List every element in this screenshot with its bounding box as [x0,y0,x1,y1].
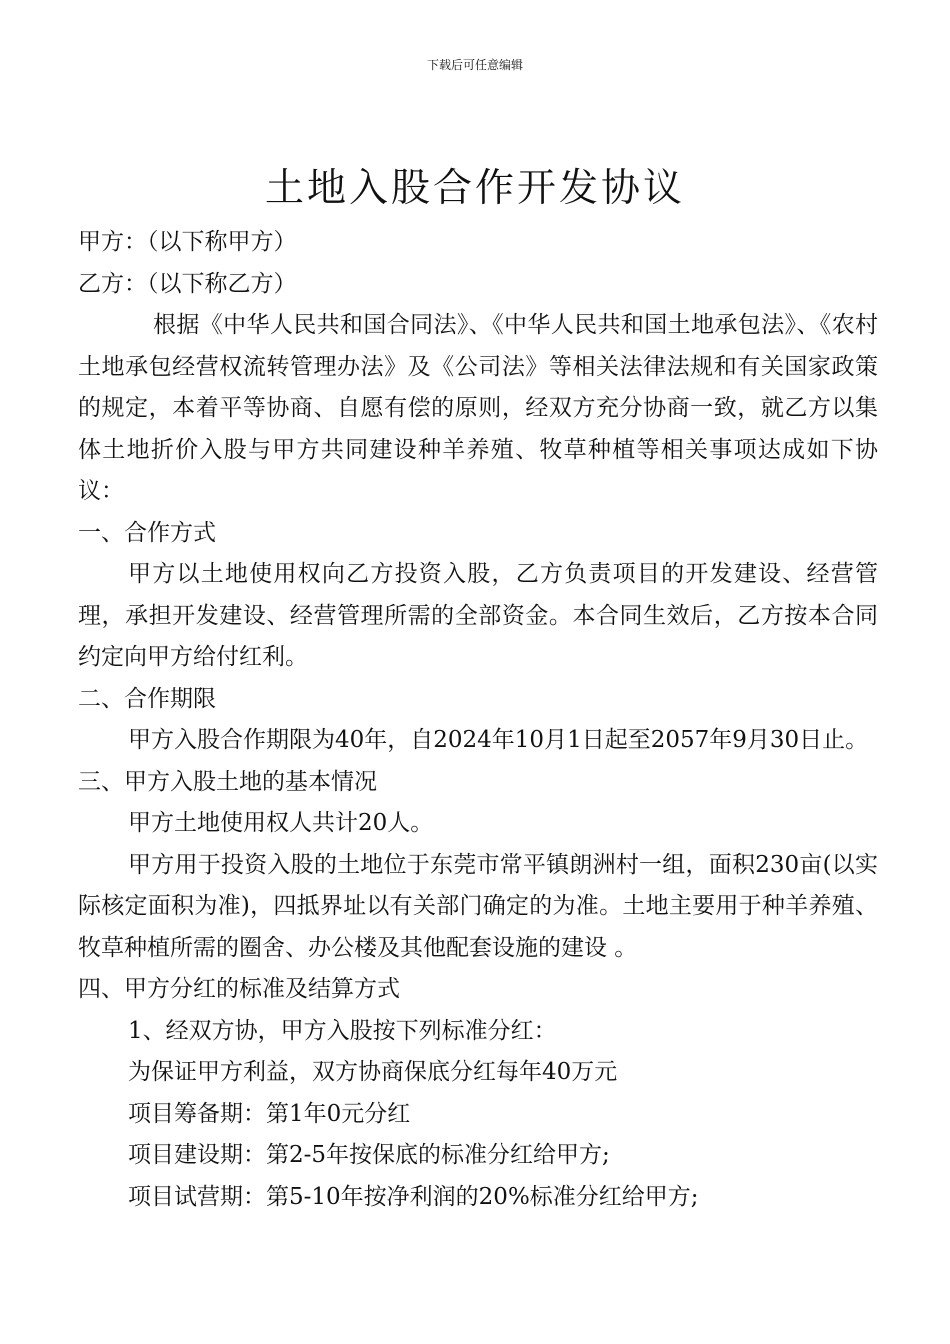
section-paragraph: 甲方土地使用权人共计20人。 [128,810,434,836]
party-b-line: 乙方：（以下称乙方） [78,270,297,297]
section-paragraph: 为保证甲方利益，双方协商保底分红每年40万元 [128,1059,618,1085]
section-heading: 二、合作期限 [78,685,216,712]
section-heading: 四、甲方分红的标准及结算方式 [78,976,400,1002]
section-paragraph: 甲方入股合作期限为40年，自2024年10月1日起至2057年9月30日止。 [128,727,869,753]
section-heading: 三、甲方入股土地的基本情况 [78,768,377,795]
section-paragraph: 1、经双方协，甲方入股按下列标准分红： [128,1017,557,1044]
party-a-line: 甲方：（以下称甲方） [78,229,297,255]
section-paragraph: 甲方用于投资入股的土地位于东莞市常平镇朗洲村一组，面积230亩(以实际核定面积为准)，四抵界址以有关部门确定的为准。土地主要用于种羊养殖、牧草种植所需的圈舍、办公楼及其他配套设施的建设 。 [78,851,878,961]
section-paragraph: 项目试营期：第5-10年按净利润的20%标准分红给甲方; [128,1183,699,1210]
section-paragraph: 甲方以土地使用权向乙方投资入股，乙方负责项目的开发建设、经营管理，承担开发建设、经营管理所需的全部资金。本合同生效后，乙方按本合同约定向甲方给付红利。 [78,561,878,670]
preamble-paragraph: 根据《中华人民共和国合同法》、《中华人民共和国土地承包法》、《农村土地承包经营权流转管理办法》及《公司法》等相关法律法规和有关国家政策的规定，本着平等协商、自愿有偿的原则，经双方充分协商一致，就乙方以集体土地折价入股与甲方共同建设种羊养殖、牧草种植等相关事项达成如下协议： [78,312,878,504]
section-paragraph: 项目建设期：第2-5年按保底的标准分红给甲方; [128,1142,610,1168]
document-body [78,222,878,1218]
document-title: 土地入股合作开发协议 [264,166,685,211]
section-paragraph: 项目筹备期：第1年0元分红 [128,1100,411,1127]
section-heading: 一、合作方式 [78,519,216,546]
page-header-note: 下载后可任意编辑 [426,58,523,72]
